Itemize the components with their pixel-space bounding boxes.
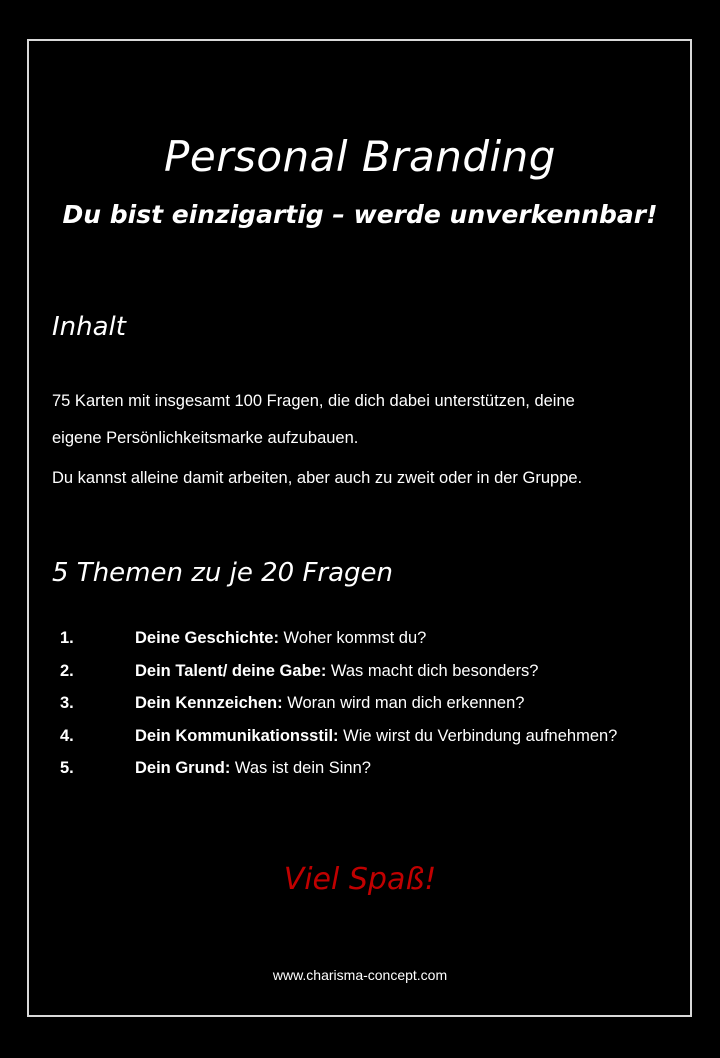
inhalt-line-3: Du kannst alleine damit arbeiten, aber auch zu zweit oder in der Gruppe. [52,469,583,487]
topic-item [60,629,617,662]
topic-number: 4. [60,726,74,745]
topic-item [60,694,617,727]
topic-number: 1. [60,629,74,647]
topic-label: Dein Kommunikationsstil: [135,726,339,745]
topic-item [60,759,617,792]
page-subtitle: Du bist einzigartig – werde unverkennbar! [62,200,658,229]
closing-text: Viel Spaß! [283,862,437,897]
topic-item [60,727,617,760]
topic-label: Dein Talent/ deine Gabe: [135,661,327,680]
topic-label: Dein Kennzeichen: [135,694,283,712]
topic-question: Woher kommst du? [278,629,427,647]
topic-question: Woran wird man dich erkennen? [282,694,525,712]
topic-number: 3. [60,694,74,712]
topic-label: Deine Geschichte: [135,629,279,647]
topic-question: Wie wirst du Verbindung aufnehmen? [338,726,618,745]
inhalt-line-2: eigene Persönlichkeitsmarke aufzubauen. [52,429,359,447]
page-title: Personal Branding [164,132,556,181]
topic-number: 5. [60,759,74,777]
topic-list [60,629,617,792]
themen-heading: 5 Themen zu je 20 Fragen [52,558,394,588]
inhalt-heading: Inhalt [52,312,126,342]
topic-item [60,662,617,695]
website-link[interactable]: www.charisma-concept.com [272,967,448,983]
topic-question: Was ist dein Sinn? [230,759,371,777]
topic-question: Was macht dich besonders? [326,661,539,680]
topic-label: Dein Grund: [135,759,231,777]
inhalt-line-1: 75 Karten mit insgesamt 100 Fragen, die dich dabei unterstützen, deine [52,392,575,410]
topic-number: 2. [60,661,74,680]
